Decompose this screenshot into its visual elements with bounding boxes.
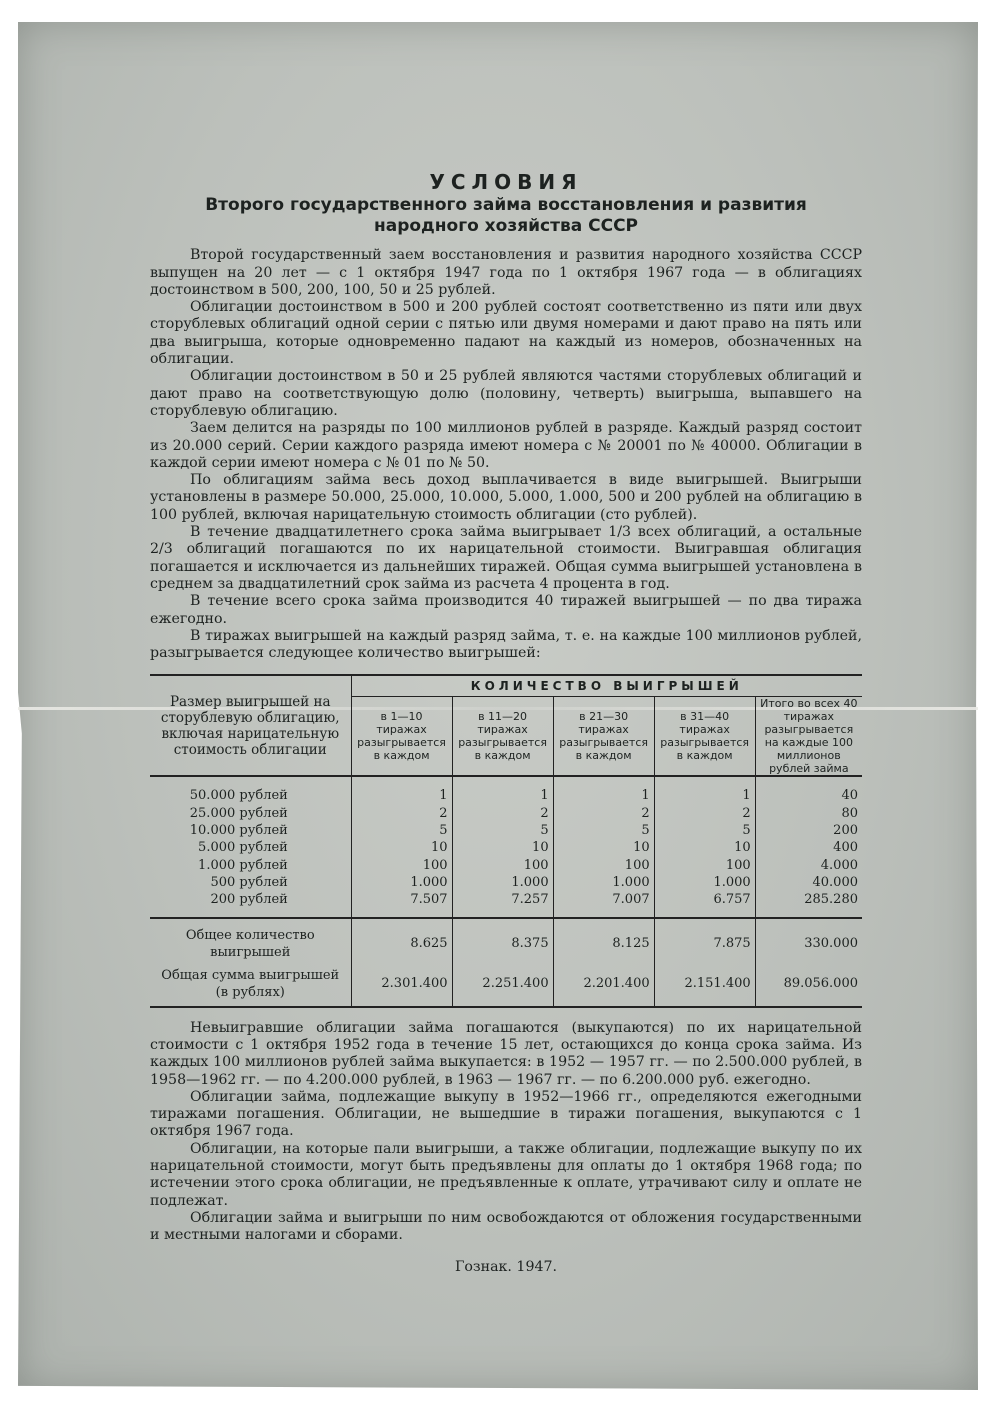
table-cell: 40 [755, 776, 862, 804]
table-cell: 5 [351, 822, 452, 839]
column-header: в 21—30 тиражах разыгрывается в каждом [553, 697, 654, 777]
table-cell: 10 [654, 839, 755, 856]
total-count-row [150, 918, 862, 962]
table-row [150, 805, 862, 822]
table-cell: 5 [654, 822, 755, 839]
total-sum-row [150, 961, 862, 1007]
table-cell: 10 [553, 839, 654, 856]
table-cell: 8.125 [553, 918, 654, 962]
column-header: в 11—20 тиражах разыгрывается в каждом [452, 697, 553, 777]
paragraph: Облигации достоинством в 500 и 200 рублей состоят соответственно из пяти или двух сторублевых облигаций одной серии с пятью или двумя номерами и дают право на пять или два выигрыша, которые одновременно падают на каждый из номеров, обозначенных на облигации. [150, 299, 862, 368]
table-cell: 10 [351, 839, 452, 856]
prize-amount: 50.000 [189, 788, 236, 804]
table-row [150, 874, 862, 891]
table-cell: 2 [654, 805, 755, 822]
group-header: КОЛИЧЕСТВО ВЫИГРЫШЕЙ [351, 675, 862, 697]
paragraph: В течение двадцатилетнего срока займа выигрывает 1/3 всех облигаций, а остальные 2/3 облигаций погашаются по их нарицательной стоимости. Выигравшая облигация погашается и исключается из дальнейших тиражей. Общая сумма выигрышей установлена в среднем за двадцатилетний срок займа из расчета 4 процента в год. [150, 524, 862, 592]
table-cell: 4.000 [755, 857, 862, 874]
table-cell: 330.000 [755, 918, 862, 962]
table-cell: 1.000 [654, 874, 755, 891]
table-cell: 2.251.400 [452, 961, 553, 1007]
prize-unit: рублей [239, 840, 288, 856]
table-cell: 7.257 [452, 891, 553, 917]
paragraph: Невыигравшие облигации займа погашаются (выкупаются) по их нарицательной стоимости с 1 октября 1952 года в течение 15 лет, остающихся до конца срока займа. Из каждых 100 миллионов рублей займа выкупается: в 1952 — 1957 гг. — по 2.500.000 рублей, в 1958—1962 гг. — по 4.200.000 рублей, в 1963 — 1967 гг. — по 6.200.000 руб. ежегодно. [150, 1019, 862, 1088]
table-cell: 7.875 [654, 918, 755, 962]
column-header-total: Итого во всех 40 тиражах разыгрывается на каждые 100 миллионов рублей займа [755, 697, 862, 777]
prize-unit: рублей [239, 874, 288, 890]
prize-unit: рублей [239, 823, 288, 839]
paragraph: По облигациям займа весь доход выплачивается в виде выигрышей. Выигрыши установлены в размере 50.000, 25.000, 10.000, 5.000, 1.000, 500 и 200 рублей на облигацию в 100 рублей, включая нарицательную стоимость облигации (сто рублей). [150, 472, 862, 523]
table-cell: 1.000 [553, 874, 654, 891]
table-cell: 8.625 [351, 918, 452, 962]
prize-amount: 25.000 [189, 805, 236, 821]
prize-amount: 200 [210, 892, 236, 908]
table-cell: 100 [452, 857, 553, 874]
paragraph: В течение всего срока займа производится 40 тиражей выигрышей — по два тиража ежегодно. [150, 593, 862, 627]
table-cell: 5 [452, 822, 553, 839]
table-cell: 7.507 [351, 891, 452, 917]
table-cell: 1 [351, 776, 452, 804]
column-header: в 1—10 тиражах разыгрывается в каждом [351, 697, 452, 777]
column-header: в 31—40 тиражах разыгрывается в каждом [654, 697, 755, 777]
table-cell: 400 [755, 839, 862, 856]
table-cell: 100 [654, 857, 755, 874]
paragraph: Второй государственный заем восстановления и развития народного хозяйства СССР выпущен на 20 лет — с 1 октября 1947 года по 1 октября 1967 года — в облигациях достоинством в 500, 200, 100, 50 и 25 рублей. [150, 247, 862, 298]
prize-unit: рублей [239, 788, 288, 804]
table-row [150, 891, 862, 917]
table-cell: 2 [553, 805, 654, 822]
table-cell: 2.301.400 [351, 961, 452, 1007]
paragraph: Облигации займа и выигрыши по ним освобождаются от обложения государственными и местными налогами и сборами. [150, 1209, 862, 1244]
table-cell: 8.375 [452, 918, 553, 962]
table-row [150, 776, 862, 804]
table-cell: 100 [351, 857, 452, 874]
table-row [150, 839, 862, 856]
table-cell: 1.000 [351, 874, 452, 891]
table-cell: 285.280 [755, 891, 862, 917]
printer-imprint: Гознак. 1947. [454, 1258, 558, 1275]
prize-amount: 500 [210, 874, 236, 890]
paragraph: В тиражах выигрышей на каждый разряд займа, т. е. на каждые 100 миллионов рублей, разыгрывается следующее количество выигрышей: [150, 627, 862, 662]
paragraph: Облигации, на которые пали выигрыши, а также облигации, подлежащие выкупу по их нарицательной стоимости, могут быть предъявлены для оплаты до 1 октября 1968 года; по истечении этого срока облигации, не предъявленные к оплате, утрачивают силу и оплате не подлежат. [150, 1140, 862, 1209]
size-header: Размер выигрышей на сторублевую облигацию, включая нарицательную стоимость облигации [150, 675, 351, 776]
table-cell: 10 [452, 839, 553, 856]
winnings-table [150, 674, 862, 1007]
table-cell: 2 [351, 805, 452, 822]
document-title: УСЛОВИЯ [429, 170, 583, 194]
prize-unit: рублей [239, 892, 288, 908]
prize-amount: 5.000 [198, 840, 236, 856]
table-cell: 40.000 [755, 874, 862, 891]
total-sum-label: Общая сумма выигрышей (в рублях) [150, 961, 351, 1007]
paragraph: Облигации достоинством в 50 и 25 рублей являются частями сторублевых облигаций и дают право на соответствующую долю (половину, четверть) выигрыша, выпавшего на сторублевую облигацию. [150, 368, 862, 419]
document-subtitle: Второго государственного займа восстановления и развития народного хозяйства СССР [205, 195, 807, 237]
table-cell: 5 [553, 822, 654, 839]
intro-paragraphs [150, 247, 862, 662]
table-row [150, 822, 862, 839]
paragraph: Облигации займа, подлежащие выкупу в 1952—1966 гг., определяются ежегодными тиражами погашения. Облигации, не вышедшие в тиражи погашения, выкупаются с 1 октября 1967 года. [150, 1088, 862, 1140]
table-cell: 2.201.400 [553, 961, 654, 1007]
table-cell: 2 [452, 805, 553, 822]
closing-paragraphs [150, 1020, 862, 1245]
table-cell: 1 [452, 776, 553, 804]
table-cell: 1 [553, 776, 654, 804]
table-cell: 7.007 [553, 891, 654, 917]
table-cell: 2.151.400 [654, 961, 755, 1007]
total-count-label: Общее количество выигрышей [150, 918, 351, 962]
table-cell: 200 [755, 822, 862, 839]
table-cell: 80 [755, 805, 862, 822]
prize-amount: 1.000 [198, 857, 236, 873]
prize-unit: рублей [239, 857, 288, 873]
table-row [150, 857, 862, 874]
table-cell: 6.757 [654, 891, 755, 917]
document-body [150, 170, 862, 1276]
table-cell: 100 [553, 857, 654, 874]
table-cell: 89.056.000 [755, 961, 862, 1007]
table-cell: 1.000 [452, 874, 553, 891]
paragraph: Заем делится на разряды по 100 миллионов рублей в разряде. Каждый разряд состоит из 20.000 серий. Серии каждого разряда имеют номера с № 20001 по № 40000. Облигации в каждой серии имеют номера с № 01 по № 50. [150, 420, 862, 471]
prize-unit: рублей [239, 805, 288, 821]
prize-amount: 10.000 [189, 823, 236, 839]
table-cell: 1 [654, 776, 755, 804]
